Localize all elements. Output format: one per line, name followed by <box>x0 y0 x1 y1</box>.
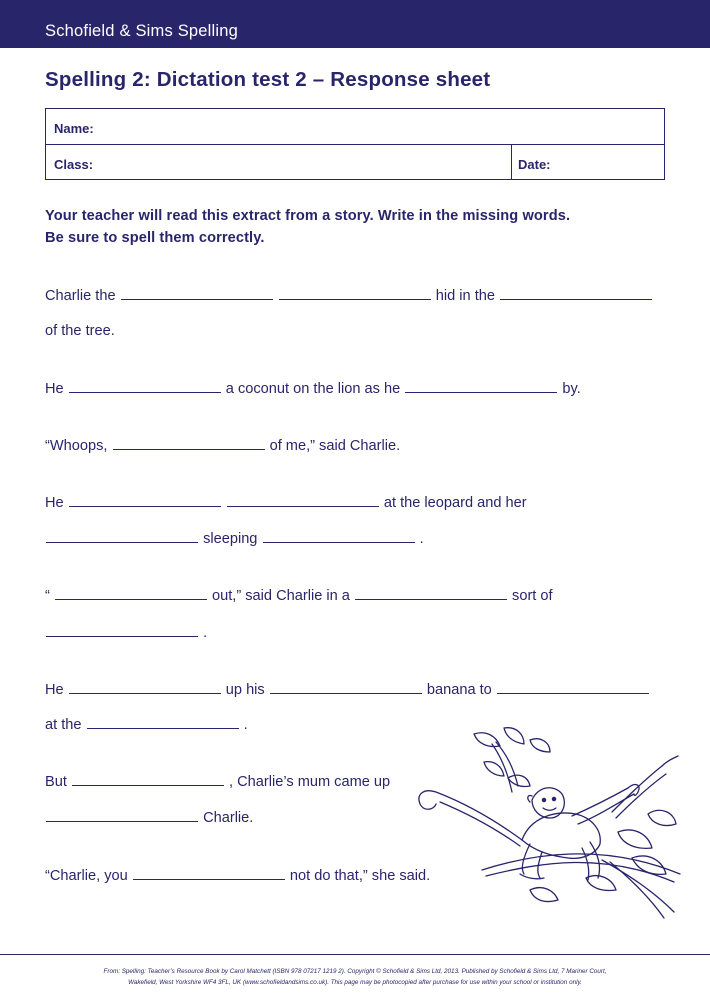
sentence-text: banana to <box>426 682 492 698</box>
sentence-text: by. <box>562 381 581 397</box>
dictation-line-5 <box>45 494 527 512</box>
sentence-text: Charlie the <box>45 288 116 304</box>
dictation-line-7 <box>45 587 553 605</box>
header-bar <box>0 0 710 48</box>
sentence-text: , Charlie’s mum came up <box>229 774 391 790</box>
answer-blank[interactable] <box>263 530 415 543</box>
name-row[interactable] <box>46 109 664 145</box>
dictation-line-8 <box>45 624 207 642</box>
answer-blank[interactable] <box>500 287 652 300</box>
sentence-text: But <box>45 774 67 790</box>
sentence-text: . <box>203 625 208 641</box>
instruction-line-2: Be sure to spell them correctly. <box>45 230 265 246</box>
answer-blank[interactable] <box>46 530 198 543</box>
page-title: Spelling 2: Dictation test 2 – Response sheet <box>45 68 491 91</box>
sentence-text: He <box>45 495 64 511</box>
sentence-text: He <box>45 682 64 698</box>
dictation-line-1 <box>45 287 653 305</box>
sentence-text: . <box>243 717 248 733</box>
answer-blank[interactable] <box>87 716 239 729</box>
sentence-text: at the leopard and her <box>383 495 527 511</box>
answer-blank[interactable] <box>55 587 207 600</box>
answer-blank[interactable] <box>227 494 379 507</box>
sentence-text: sort of <box>512 588 553 604</box>
sentence-text: Charlie. <box>203 810 254 826</box>
answer-blank[interactable] <box>355 587 507 600</box>
answer-blank[interactable] <box>69 494 221 507</box>
answer-blank[interactable] <box>72 773 224 786</box>
sentence-text: of the tree. <box>45 323 115 339</box>
sentence-text: “ <box>45 588 50 604</box>
dictation-line-4 <box>45 437 400 455</box>
sentence-text: sleeping <box>203 531 258 547</box>
dictation-line-6 <box>45 530 424 548</box>
answer-blank[interactable] <box>497 681 649 694</box>
date-label: Date: <box>518 157 551 172</box>
class-label: Class: <box>54 157 94 172</box>
answer-blank[interactable] <box>113 437 265 450</box>
dictation-line-10 <box>45 716 248 734</box>
answer-blank[interactable] <box>133 867 285 880</box>
dictation-line-3 <box>45 380 581 398</box>
dictation-line-11 <box>45 773 390 791</box>
name-label: Name: <box>54 121 94 136</box>
sentence-text: of me,” said Charlie. <box>269 438 401 454</box>
dictation-line-9 <box>45 681 650 699</box>
footer-rule <box>0 954 710 955</box>
answer-blank[interactable] <box>279 287 431 300</box>
dictation-line-13 <box>45 867 430 885</box>
sentence-text: . <box>419 531 424 547</box>
dictation-line-2 <box>45 322 115 340</box>
answer-blank[interactable] <box>405 380 557 393</box>
footer-line-2: Wakefield, West Yorkshire WF4 3FL, UK (www.schofieldandsims.co.uk). This page may be photocopied after purchase for use within your school or institution only. <box>128 979 582 986</box>
answer-blank[interactable] <box>46 624 198 637</box>
sentence-text: up his <box>225 682 265 698</box>
sentence-text: out,” said Charlie in a <box>212 588 350 604</box>
answer-blank[interactable] <box>46 809 198 822</box>
dictation-line-12 <box>45 809 253 827</box>
sentence-text: hid in the <box>435 288 495 304</box>
sentence-text: at the <box>45 717 82 733</box>
instruction-line-1: Your teacher will read this extract from a story. Write in the missing words. <box>45 208 571 224</box>
answer-blank[interactable] <box>270 681 422 694</box>
details-form <box>45 108 665 180</box>
sentence-text: “Charlie, you <box>45 868 128 884</box>
sentence-text: not do that,” she said. <box>289 868 431 884</box>
sentence-text: “Whoops, <box>45 438 108 454</box>
form-divider <box>511 145 512 180</box>
sentence-text: a coconut on the lion as he <box>225 381 401 397</box>
answer-blank[interactable] <box>69 681 221 694</box>
monkey-illustration <box>412 722 682 922</box>
answer-blank[interactable] <box>69 380 221 393</box>
answer-blank[interactable] <box>121 287 273 300</box>
footer <box>0 966 710 988</box>
footer-line-1: From: Spelling: Teacher’s Resource Book by Carol Matchett (ISBN 978 07217 1219 2). Copyright © Schofield & Sims Ltd, 2013. Published by Schofield & Sims Ltd, 7 Mariner Court, <box>103 968 607 975</box>
sentence-text: He <box>45 381 64 397</box>
brand-title: Schofield & Sims Spelling <box>45 22 239 40</box>
